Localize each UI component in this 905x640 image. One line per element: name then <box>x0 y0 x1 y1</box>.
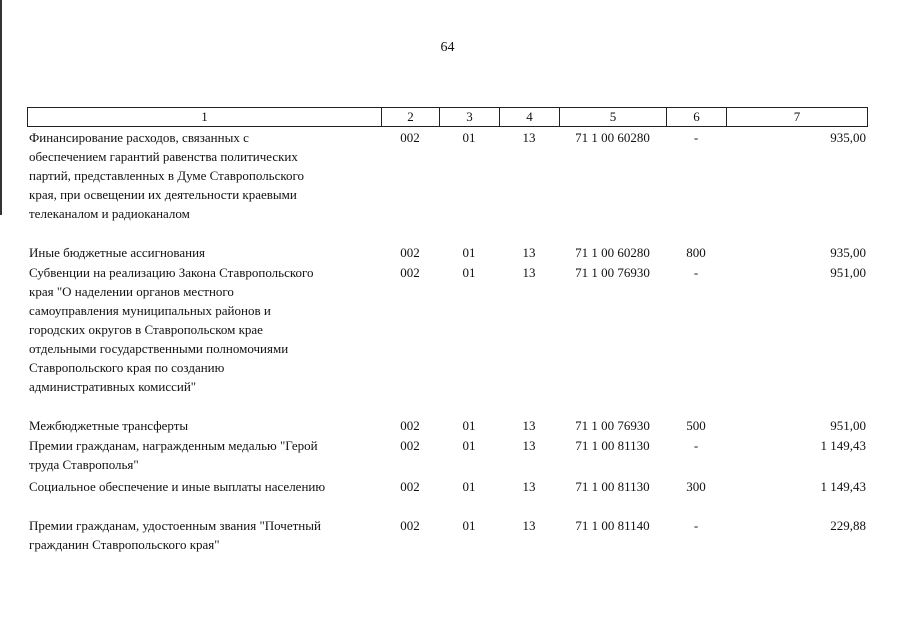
column-header-2: 2 <box>381 107 439 127</box>
row-name <box>27 476 381 496</box>
row-name <box>27 127 381 223</box>
expense-type-code: 500 <box>686 418 706 433</box>
subsection-code: 13 <box>522 418 536 433</box>
target-article-code: 71 1 00 60280 <box>575 130 650 145</box>
section-code: 01 <box>462 245 476 260</box>
amount: 935,00 <box>830 130 866 145</box>
ministry-code: 002 <box>400 245 420 260</box>
expense-type-code: - <box>693 518 699 533</box>
target-article-code: 71 1 00 81140 <box>575 518 650 533</box>
section-code: 01 <box>462 418 476 433</box>
amount: 1 149,43 <box>820 479 866 494</box>
row-name-line: административных комиссий" <box>29 379 197 394</box>
expense-type-code: - <box>693 438 699 453</box>
column-header-6: 6 <box>666 107 726 127</box>
row-name-line: края "О наделении органов местного <box>29 284 234 299</box>
page-number: 64 <box>440 40 455 55</box>
row-name-line: Субвенции на реализацию Закона Ставропольского <box>29 265 314 280</box>
amount: 229,88 <box>830 518 866 533</box>
expense-type-code: 800 <box>686 245 706 260</box>
row-name <box>27 415 381 435</box>
ministry-code: 002 <box>400 479 420 494</box>
target-article-code: 71 1 00 76930 <box>575 265 650 280</box>
column-header-1: 1 <box>27 107 381 127</box>
amount: 935,00 <box>830 245 866 260</box>
row-name <box>27 435 381 474</box>
expense-type-code: - <box>693 265 699 280</box>
expense-type-code: - <box>693 130 699 145</box>
row-name <box>27 515 381 554</box>
subsection-code: 13 <box>522 245 536 260</box>
section-code: 01 <box>462 130 476 145</box>
row-name-line: Иные бюджетные ассигнования <box>29 245 206 260</box>
target-article-code: 71 1 00 81130 <box>575 438 650 453</box>
row-name-line: отдельными государственными полномочиями <box>29 341 289 356</box>
row-name-line: телеканалом и радиоканалом <box>29 206 190 221</box>
ministry-code: 002 <box>400 438 420 453</box>
row-name-line: обеспечением гарантий равенства политических <box>29 149 298 164</box>
budget-table <box>27 107 868 554</box>
section-code: 01 <box>462 265 476 280</box>
subsection-code: 13 <box>522 265 536 280</box>
row-name-line: Ставропольского края по созданию <box>29 360 225 375</box>
row-name-line: партий, представленных в Думе Ставропольского <box>29 168 305 183</box>
ministry-code: 002 <box>400 265 420 280</box>
row-name-line: Социальное обеспечение и иные выплаты населению <box>29 479 326 494</box>
column-header-7: 7 <box>726 107 868 127</box>
row-name-line: Финансирование расходов, связанных с <box>29 130 249 145</box>
section-code: 01 <box>462 518 476 533</box>
section-code: 01 <box>462 479 476 494</box>
row-name <box>27 242 381 262</box>
amount: 951,00 <box>830 265 866 280</box>
row-name-line: труда Ставрополья" <box>29 457 139 472</box>
row-gap <box>27 223 868 242</box>
row-gap <box>27 496 868 515</box>
target-article-code: 71 1 00 60280 <box>575 245 650 260</box>
ministry-code: 002 <box>400 130 420 145</box>
ministry-code: 002 <box>400 418 420 433</box>
target-article-code: 71 1 00 76930 <box>575 418 650 433</box>
expense-type-code: 300 <box>686 479 706 494</box>
column-header-5: 5 <box>559 107 666 127</box>
page-edge-line <box>0 0 2 215</box>
amount: 1 149,43 <box>820 438 866 453</box>
section-code: 01 <box>462 438 476 453</box>
amount: 951,00 <box>830 418 866 433</box>
row-name-line: самоуправления муниципальных районов и <box>29 303 271 318</box>
subsection-code: 13 <box>522 518 536 533</box>
column-header-3: 3 <box>439 107 499 127</box>
subsection-code: 13 <box>522 130 536 145</box>
column-header-4: 4 <box>499 107 559 127</box>
row-name-line: городских округов в Ставропольском крае <box>29 322 263 337</box>
row-name-line: Премии гражданам, удостоенным звания "Почетный <box>29 518 321 533</box>
row-gap <box>27 396 868 415</box>
ministry-code: 002 <box>400 518 420 533</box>
row-name-line: гражданин Ставропольского края" <box>29 537 220 552</box>
subsection-code: 13 <box>522 438 536 453</box>
row-name-line: края, при освещении их деятельности краевыми <box>29 187 297 202</box>
row-name-line: Премии гражданам, награжденным медалью "Герой <box>29 438 318 453</box>
target-article-code: 71 1 00 81130 <box>575 479 650 494</box>
row-name-line: Межбюджетные трансферты <box>29 418 189 433</box>
row-name <box>27 262 381 396</box>
subsection-code: 13 <box>522 479 536 494</box>
